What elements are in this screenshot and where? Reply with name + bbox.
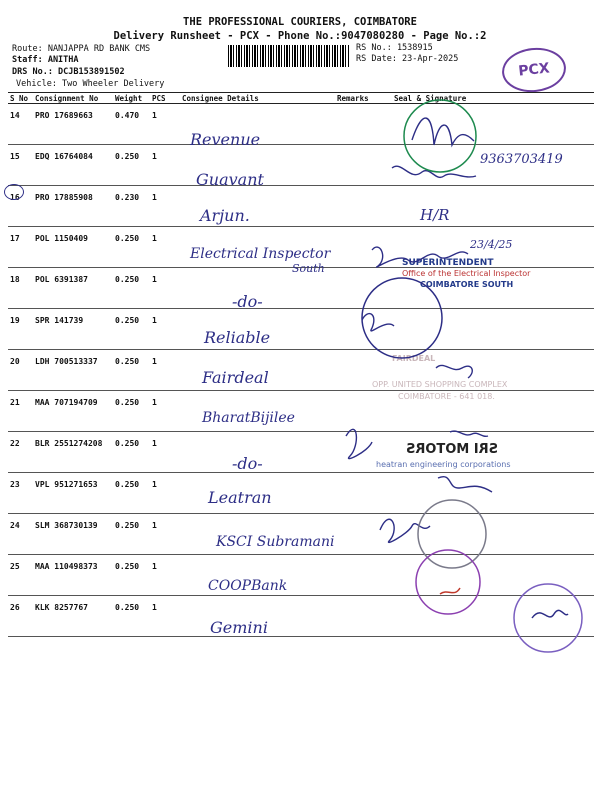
hw-consignee-17: Electrical Inspector [190,246,331,262]
cell-weight: 0.470 [113,104,150,145]
hw-consignee-17b: South [292,262,325,275]
cell-weight: 0.230 [113,186,150,227]
cell-sno: 17 [8,227,33,268]
signature-17 [372,247,468,267]
stamp-heatran: heatran engineering corporations [376,460,511,469]
cell-weight: 0.250 [113,555,150,596]
signature-20 [436,365,472,378]
vehicle-label: Vehicle: Two Wheeler Delivery [16,79,165,89]
seal-courier-services [514,584,582,652]
hw-consignee-19: Reliable [204,328,271,347]
cell-sno: 14 [8,104,33,145]
route-label: Route: NANJAPPA RD BANK CMS [12,44,151,54]
hw-consignee-15: Guavant [196,170,264,189]
cell-weight: 0.250 [113,268,150,309]
cell-consignment-no: MAA 110498373 [33,555,113,596]
cell-pcs: 1 [150,596,180,637]
cell-consignment-no: KLK 8257767 [33,596,113,637]
col-weight: Weight [113,93,150,104]
signature-23 [438,477,492,492]
col-remarks: Remarks [335,93,392,104]
hw-consignee-18: -do- [232,292,263,311]
runsheet-title: Delivery Runsheet - PCX - Phone No.:9047080280 - Page No.:2 [113,30,487,42]
cell-sno: 24 [8,514,33,555]
pcx-stamp: PCX [500,45,568,95]
cell-consignment-no: POL 6391387 [33,268,113,309]
cell-consignment-no: SLM 368730139 [33,514,113,555]
signature-22 [346,429,372,458]
cell-pcs: 1 [150,104,180,145]
cell-consignment-no: PRO 17885908 [33,186,113,227]
cell-weight: 0.250 [113,596,150,637]
stamp-office: Office of the Electrical Inspector [402,269,531,278]
hw-phone: 9363703419 [480,152,563,167]
signature-25 [440,588,460,594]
cell-consignment-no: BLR 2551274208 [33,432,113,473]
stamp-superintendent: SUPERINTENDENT [402,258,494,268]
col-consignment: Consignment No [33,93,113,104]
cell-weight: 0.250 [113,391,150,432]
cell-weight: 0.250 [113,473,150,514]
cell-weight: 0.250 [113,145,150,186]
cell-sno: 15 [8,145,33,186]
signature-24 [380,519,430,542]
hw-consignee-14: Revenue [190,130,261,149]
seal-purple [416,550,480,614]
signature-14 [412,118,474,145]
stamp-cbe-south: COIMBATORE SOUTH [420,280,514,289]
cell-consignment-no: SPR 141739 [33,309,113,350]
rs-number: RS No.: 1538915 [356,43,433,53]
cell-pcs: 1 [150,514,180,555]
cell-sno: 21 [8,391,33,432]
hw-consignee-16: Arjun. [200,206,250,225]
col-pcs: PCS [150,93,180,104]
company-name: THE PROFESSIONAL COURIERS, COIMBATORE [183,16,417,28]
cell-pcs: 1 [150,473,180,514]
hw-consignee-21: BharatBijilee [202,410,295,426]
cell-weight: 0.250 [113,514,150,555]
signature-19 [362,314,394,331]
drs-number: DRS No.: DCJB153891502 [12,67,125,77]
cell-weight: 0.250 [113,432,150,473]
cell-sno: 26 [8,596,33,637]
cell-weight: 0.250 [113,309,150,350]
col-sno: S No [8,93,33,104]
cell-sno: 20 [8,350,33,391]
signature-26 [532,610,568,618]
cell-pcs: 1 [150,432,180,473]
hw-consignee-25: COOPBank [208,578,288,594]
cell-weight: 0.250 [113,227,150,268]
cell-consignment-no: LDH 700513337 [33,350,113,391]
cell-sno: 23 [8,473,33,514]
cell-pcs: 1 [150,145,180,186]
hw-consignee-24: KSCI Subramani [216,534,335,550]
hw-consignee-26: Gemini [210,618,268,637]
cell-weight: 0.250 [113,350,150,391]
cell-sno: 16 [8,186,33,227]
cell-sno: 19 [8,309,33,350]
cell-pcs: 1 [150,309,180,350]
col-consignee: Consignee Details [180,93,335,104]
hw-consignee-22: -do- [232,454,263,473]
cell-consignment-no: VPL 951271653 [33,473,113,514]
cell-pcs: 1 [150,391,180,432]
hw-consignee-23: Leatran [208,488,272,507]
col-seal: Seal & Signature [392,93,594,104]
cell-sno: 25 [8,555,33,596]
cell-pcs: 1 [150,227,180,268]
stamp-opp: OPP. UNITED SHOPPING COMPLEX [372,380,508,389]
cell-consignment-no: PRO 17689663 [33,104,113,145]
stamp-fairdeal: FAIRDEAL [392,354,436,363]
rs-date: RS Date: 23-Apr-2025 [356,54,459,64]
cell-pcs: 1 [150,268,180,309]
cell-sno: 18 [8,268,33,309]
cell-pcs: 1 [150,186,180,227]
stamp-sri-motors: SRI MOTORS [406,442,499,457]
stamp-cbe-pin: COIMBATORE - 641 018. [398,392,495,401]
cell-pcs: 1 [150,555,180,596]
hw-date: 23/4/25 [470,238,513,251]
signature-22b [450,431,488,436]
hw-consignee-20: Fairdeal [202,368,269,387]
hw-remark-16: H/R [420,206,450,224]
cell-pcs: 1 [150,350,180,391]
cell-sno: 22 [8,432,33,473]
seal-revenue [404,100,476,172]
cell-consignment-no: POL 1150409 [33,227,113,268]
staff-label: Staff: ANITHA [12,55,79,65]
cell-consignment-no: MAA 707194709 [33,391,113,432]
cell-consignment-no: EDQ 16764084 [33,145,113,186]
